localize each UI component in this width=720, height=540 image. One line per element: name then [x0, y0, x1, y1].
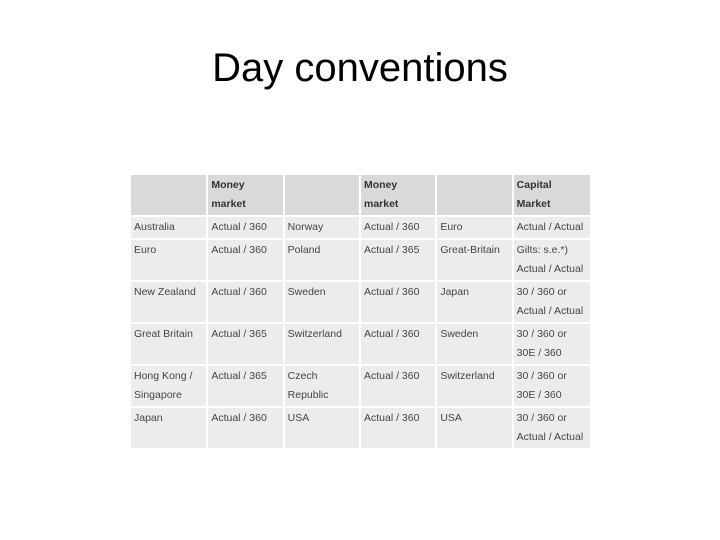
cell-line: USA [440, 412, 462, 424]
cell-line: Singapore [134, 389, 182, 401]
cell-line: Gilts: s.e.*) [516, 244, 568, 256]
table-cell [361, 408, 435, 448]
table-cell [361, 366, 435, 406]
header-line: Capital [516, 179, 552, 191]
cell-line: Actual / 360 [363, 370, 420, 382]
table-cell [285, 408, 359, 448]
table-cell [208, 282, 282, 322]
cell-line: Actual / Actual [516, 431, 584, 443]
cell-line: Sweden [440, 328, 479, 340]
cell-line: New Zealand [134, 286, 196, 298]
cell-line: Euro [440, 221, 463, 233]
header-cell [131, 175, 206, 215]
table-cell [285, 282, 359, 322]
cell-line: 30 / 360 or [516, 286, 567, 298]
cell-line: Actual / 360 [363, 286, 420, 298]
table-row [131, 324, 590, 364]
header-row [131, 175, 590, 215]
cell-line: Actual / 360 [363, 328, 420, 340]
cell-line: Actual / Actual [516, 305, 584, 317]
table-cell [208, 324, 282, 364]
table-row [131, 217, 590, 238]
cell-line: Actual / Actual [516, 263, 584, 275]
table-cell [437, 324, 511, 364]
header-cell [437, 175, 511, 215]
cell-line: Republic [287, 389, 329, 401]
table-cell [208, 217, 282, 238]
table-cell [208, 408, 282, 448]
cell-line: Actual / 365 [363, 244, 420, 256]
cell-line: Poland [287, 244, 321, 256]
cell-line: 30 / 360 or [516, 328, 567, 340]
table-cell [131, 408, 206, 448]
table-cell [514, 217, 590, 238]
cell-line: Japan [134, 412, 163, 424]
cell-line: Australia [134, 221, 175, 233]
table-cell [437, 282, 511, 322]
table-cell [361, 324, 435, 364]
cell-line: Norway [287, 221, 324, 233]
header-cell [285, 175, 359, 215]
cell-line: Actual / 365 [211, 370, 267, 382]
table-cell [437, 240, 511, 280]
table-cell [131, 282, 206, 322]
table-row [131, 240, 590, 280]
header-line: market [211, 198, 246, 210]
header-line: Market [516, 198, 551, 210]
cell-line: 30E / 360 [516, 347, 562, 359]
table-cell [514, 240, 590, 280]
cell-line: Sweden [287, 286, 326, 298]
table-cell [131, 240, 206, 280]
table-cell [208, 366, 282, 406]
table-cell [514, 324, 590, 364]
table-cell [131, 217, 206, 238]
cell-line: USA [287, 412, 310, 424]
table-cell [285, 217, 359, 238]
cell-line: Czech [287, 370, 318, 382]
header-line: market [363, 198, 399, 210]
table-cell [131, 324, 206, 364]
cell-line: Actual / 360 [211, 286, 267, 298]
slide-title: Day conventions [212, 46, 508, 90]
cell-line: Actual / 360 [363, 221, 420, 233]
table-cell [437, 366, 511, 406]
cell-line: Actual / 360 [211, 221, 267, 233]
cell-line: Actual / Actual [516, 221, 584, 233]
cell-line: Great Britain [134, 328, 193, 340]
table-row [131, 366, 590, 406]
table-cell [285, 324, 359, 364]
table-cell [361, 282, 435, 322]
cell-line: Switzerland [287, 328, 342, 340]
table-cell [208, 240, 282, 280]
cell-line: Switzerland [440, 370, 495, 382]
day-conventions-table [129, 173, 592, 450]
header-cell [208, 175, 282, 215]
table-cell [361, 240, 435, 280]
table-row [131, 282, 590, 322]
table-cell [514, 408, 590, 448]
cell-line: Actual / 360 [211, 244, 267, 256]
cell-line: Actual / 360 [363, 412, 420, 424]
cell-line: Euro [134, 244, 157, 256]
table-cell [514, 282, 590, 322]
table-cell [285, 366, 359, 406]
table-row [131, 408, 590, 448]
table-cell [131, 366, 206, 406]
table-cell [437, 408, 511, 448]
cell-line: Japan [440, 286, 469, 298]
cell-line: Great-Britain [440, 244, 500, 256]
table-body [131, 217, 590, 448]
header-cell [514, 175, 590, 215]
table-cell [514, 366, 590, 406]
cell-line: Hong Kong / [134, 370, 193, 382]
header-cell [361, 175, 435, 215]
cell-line: 30 / 360 or [516, 412, 567, 424]
table-cell [437, 217, 511, 238]
cell-line: 30 / 360 or [516, 370, 567, 382]
cell-line: Actual / 360 [211, 412, 267, 424]
cell-line: 30E / 360 [516, 389, 562, 401]
table-cell [361, 217, 435, 238]
table-cell [285, 240, 359, 280]
header-line: Money [211, 179, 245, 191]
header-line: Money [363, 179, 398, 191]
cell-line: Actual / 365 [211, 328, 267, 340]
